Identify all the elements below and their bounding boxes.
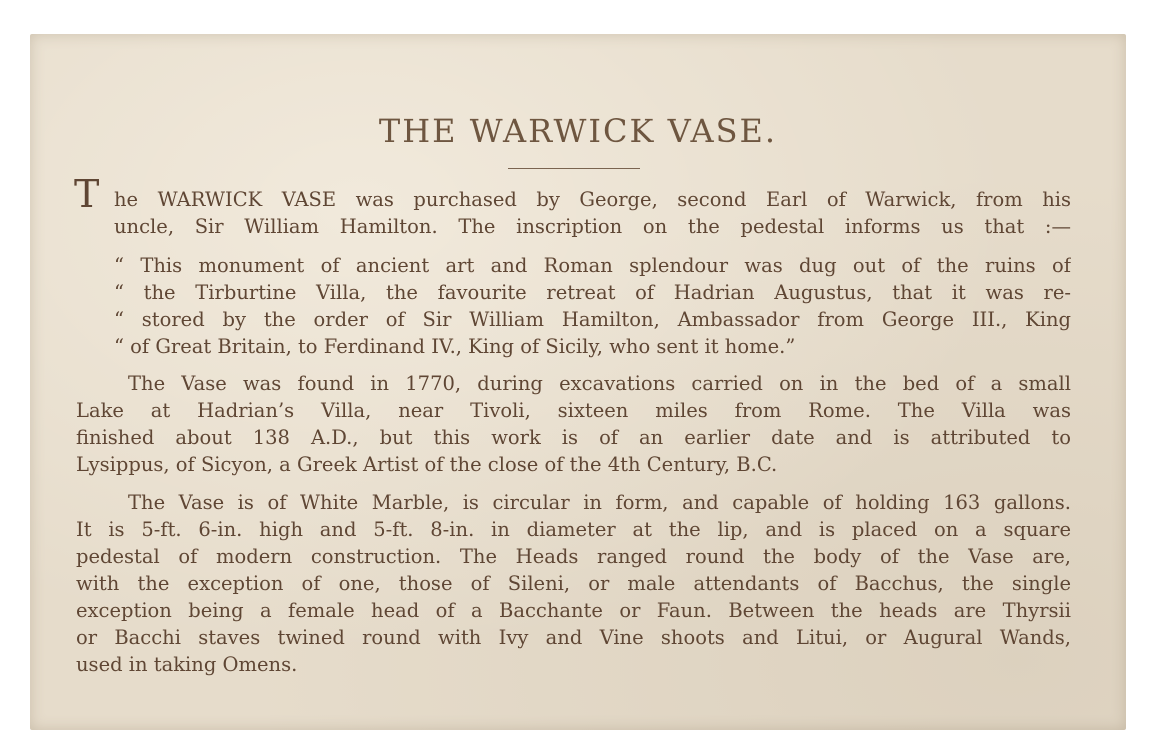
paragraph2-line4: Lysippus, of Sicyon, a Greek Artist of the close of the 4th Century, B.C. <box>76 453 778 476</box>
quote-line4: “ of Great Britain, to Ferdinand IV., King of Sicily, who sent it home.” <box>114 335 796 358</box>
paragraph3-line4: with the exception of one, those of Sileni, or male attendants of Bacchus, the single <box>76 572 1071 595</box>
paragraph3-line2: It is 5-ft. 6-in. high and 5-ft. 8-in. in diameter at the lip, and is placed on a square <box>76 518 1071 541</box>
paragraph2-line1: The Vase was found in 1770, during excavations carried on in the bed of a small <box>128 372 1071 395</box>
paragraph2-line3: finished about 138 A.D., but this work is of an earlier date and is attributed to <box>76 426 1071 449</box>
quote-line2: “ the Tirburtine Villa, the favourite retreat of Hadrian Augustus, that it was re- <box>114 281 1071 304</box>
page-title: THE WARWICK VASE. <box>378 112 778 150</box>
title-divider <box>508 168 640 169</box>
paragraph1-line2: uncle, Sir William Hamilton. The inscription on the pedestal informs us that :— <box>114 215 1071 238</box>
quote-line1: “ This monument of ancient art and Roman splendour was dug out of the ruins of <box>114 254 1071 277</box>
paragraph2-line2: Lake at Hadrian’s Villa, near Tivoli, sixteen miles from Rome. The Villa was <box>76 399 1071 422</box>
drop-cap: T <box>74 172 100 216</box>
quote-line3: “ stored by the order of Sir William Hamilton, Ambassador from George III., King <box>114 308 1071 331</box>
paragraph3-line3: pedestal of modern construction. The Heads ranged round the body of the Vase are, <box>76 545 1071 568</box>
paragraph3-line7: used in taking Omens. <box>76 653 298 676</box>
paragraph3-line1: The Vase is of White Marble, is circular in form, and capable of holding 163 gallons. <box>128 491 1071 514</box>
paragraph1-line1: he WARWICK VASE was purchased by George, second Earl of Warwick, from his <box>114 188 1071 211</box>
postcard <box>30 34 1126 730</box>
paragraph3-line5: exception being a female head of a Bacchante or Faun. Between the heads are Thyrsii <box>76 599 1071 622</box>
paragraph3-line6: or Bacchi staves twined round with Ivy and Vine shoots and Litui, or Augural Wands, <box>76 626 1071 649</box>
